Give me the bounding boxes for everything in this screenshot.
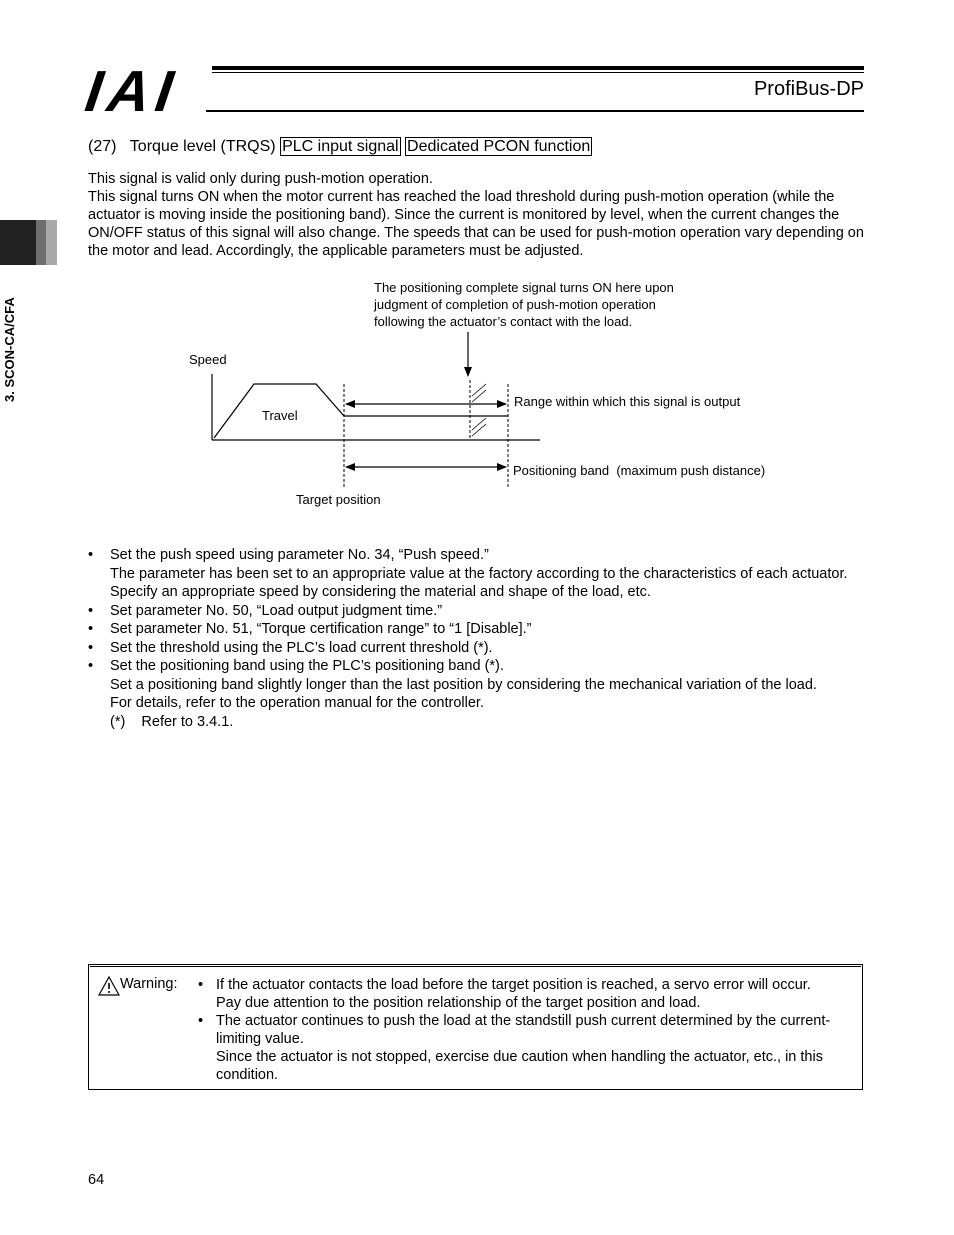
section-heading-title: (27) Torque level (TRQS)	[88, 138, 276, 155]
page-number: 64	[88, 1172, 105, 1188]
signal-type-tag: PLC input signal	[282, 138, 399, 155]
list-item: • Set the threshold using the PLC’s load current threshold (*).	[88, 639, 493, 656]
diagram-note-line: following the actuator’s contact with the load.	[374, 314, 633, 329]
warning-label	[98, 976, 177, 996]
speed-axis-label: Speed	[189, 352, 227, 367]
warning-box	[88, 964, 863, 1090]
chapter-side-label: 3. SCON-CA/CFA	[2, 297, 17, 402]
warning-item: • The actuator continues to push the load at the standstill push current determined by the current-limiting value. Since the actuator is not stopped, exercise due caution when handling the actuator, etc., in this condition.	[198, 1013, 831, 1083]
target-position-label: Target position	[296, 492, 381, 507]
warning-items	[198, 976, 848, 1084]
warning-triangle-icon	[98, 976, 120, 996]
function-tag: Dedicated PCON function	[407, 138, 591, 155]
product-name: ProfiBus-DP	[753, 78, 864, 100]
list-item: • Set parameter No. 51, “Torque certification range” to “1 [Disable].”	[88, 621, 532, 637]
description-line: This signal is valid only during push-motion operation.	[88, 171, 433, 187]
warning-label-text: Warning:	[120, 976, 178, 992]
diagram-note-line: judgment of completion of push-motion operation	[374, 297, 656, 312]
list-item: • Set the push speed using parameter No. 34, “Push speed.” The parameter has been set to an appropriate value at the factory according to the characteristics of each actuator. Specify an appropriate speed by considering the material and shape of the load, etc.	[88, 547, 848, 600]
parameter-list	[88, 546, 878, 731]
push-motion-diagram	[0, 0, 954, 540]
range-label: Range within which this signal is output	[514, 394, 741, 409]
description-line: This signal turns ON when the motor current has reached the load threshold during push-motion operation (while the actuator is moving inside the positioning band). Since the current is monitored by level, when the current changes the ON/OFF status of this signal will also change. The speeds that can be used for push-motion operation vary depending on the motor and lead. Accordingly, the applicable parameters must be adjusted.	[88, 189, 864, 259]
list-item: • Set the positioning band using the PLC’s positioning band (*). Set a positioning band slightly longer than the last position by considering the mechanical variation of the load. For details, refer to the operation manual for the controller.	[88, 658, 817, 711]
footnote: (*) Refer to 3.4.1.	[110, 713, 234, 730]
travel-label: Travel	[262, 408, 298, 423]
diagram-note-line: The positioning complete signal turns ON here upon	[374, 280, 674, 295]
list-item: • Set parameter No. 50, “Load output judgment time.”	[88, 602, 443, 619]
warning-item: • If the actuator contacts the load before the target position is reached, a servo error will occur. Pay due attention to the position relationship of the target position and load.	[198, 977, 811, 1011]
brand-logo: IAI	[81, 59, 183, 124]
speed-profile	[214, 384, 508, 438]
positioning-band-label: Positioning band (maximum push distance)	[513, 463, 766, 478]
